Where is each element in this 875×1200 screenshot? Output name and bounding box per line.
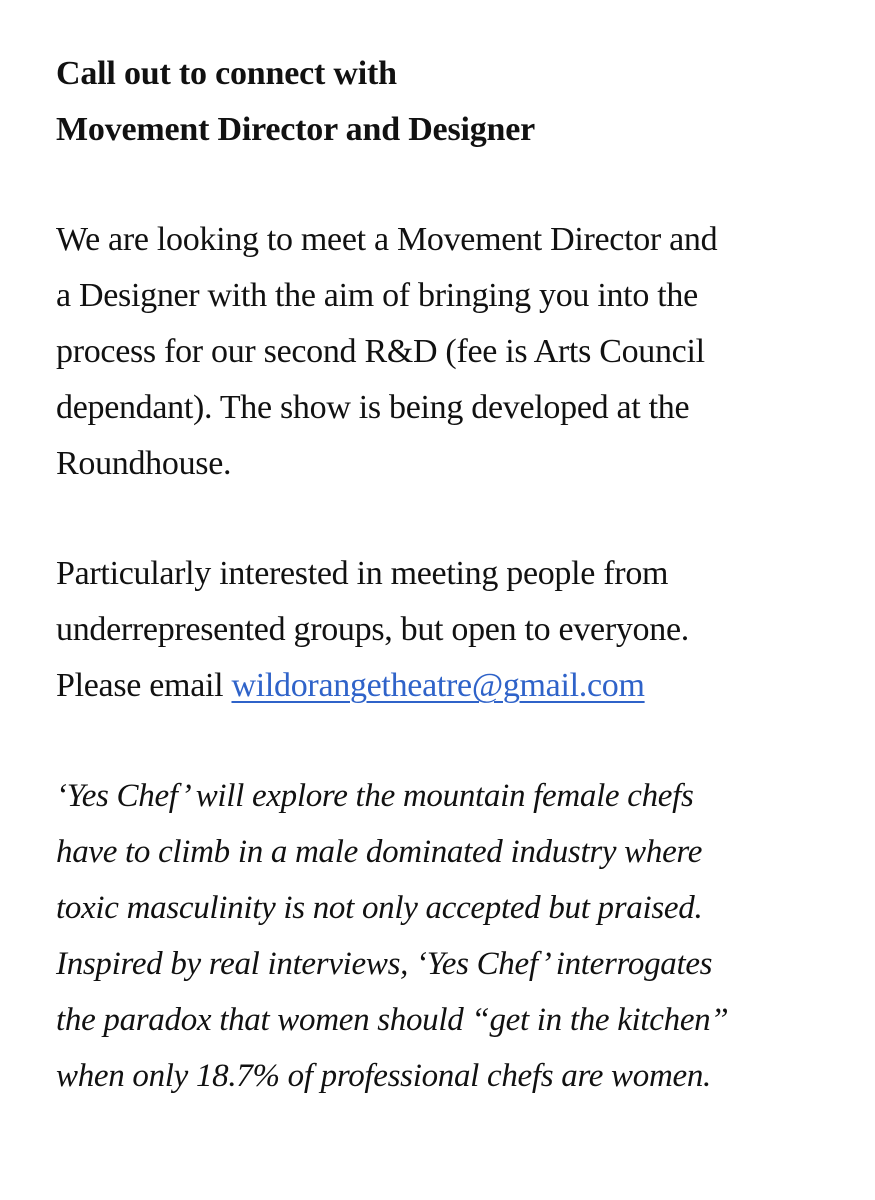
intro-line: a Designer with the aim of bringing you into the xyxy=(56,277,698,314)
synopsis-line: Inspired by real interviews, ‘Yes Chef’ interrogates xyxy=(56,946,713,982)
interest-line: underrepresented groups, but open to everyone. xyxy=(56,611,689,648)
synopsis-line: have to climb in a male dominated industry where xyxy=(56,834,703,870)
email-line xyxy=(56,658,856,714)
synopsis-paragraph xyxy=(56,768,856,1104)
page-title xyxy=(56,46,856,158)
intro-line: We are looking to meet a Movement Director and xyxy=(56,221,718,258)
title-line: Movement Director and Designer xyxy=(56,111,536,148)
email-prefix: Please email xyxy=(56,667,232,704)
intro-line: Roundhouse. xyxy=(56,445,232,482)
interest-line: Particularly interested in meeting people from xyxy=(56,555,669,592)
email-link[interactable]: wildorangetheatre@gmail.com xyxy=(231,667,645,704)
synopsis-line: toxic masculinity is not only accepted but praised. xyxy=(56,890,703,926)
interest-paragraph xyxy=(56,546,856,714)
synopsis-line: ‘Yes Chef’ will explore the mountain female chefs xyxy=(56,778,694,814)
synopsis-line: the paradox that women should “get in the kitchen” xyxy=(56,1002,729,1038)
title-line: Call out to connect with xyxy=(56,55,397,92)
callout-document xyxy=(56,46,856,1104)
synopsis-line: when only 18.7% of professional chefs are women. xyxy=(56,1058,711,1094)
intro-line: process for our second R&D (fee is Arts Council xyxy=(56,333,705,370)
intro-paragraph xyxy=(56,212,856,492)
intro-line: dependant). The show is being developed at the xyxy=(56,389,690,426)
